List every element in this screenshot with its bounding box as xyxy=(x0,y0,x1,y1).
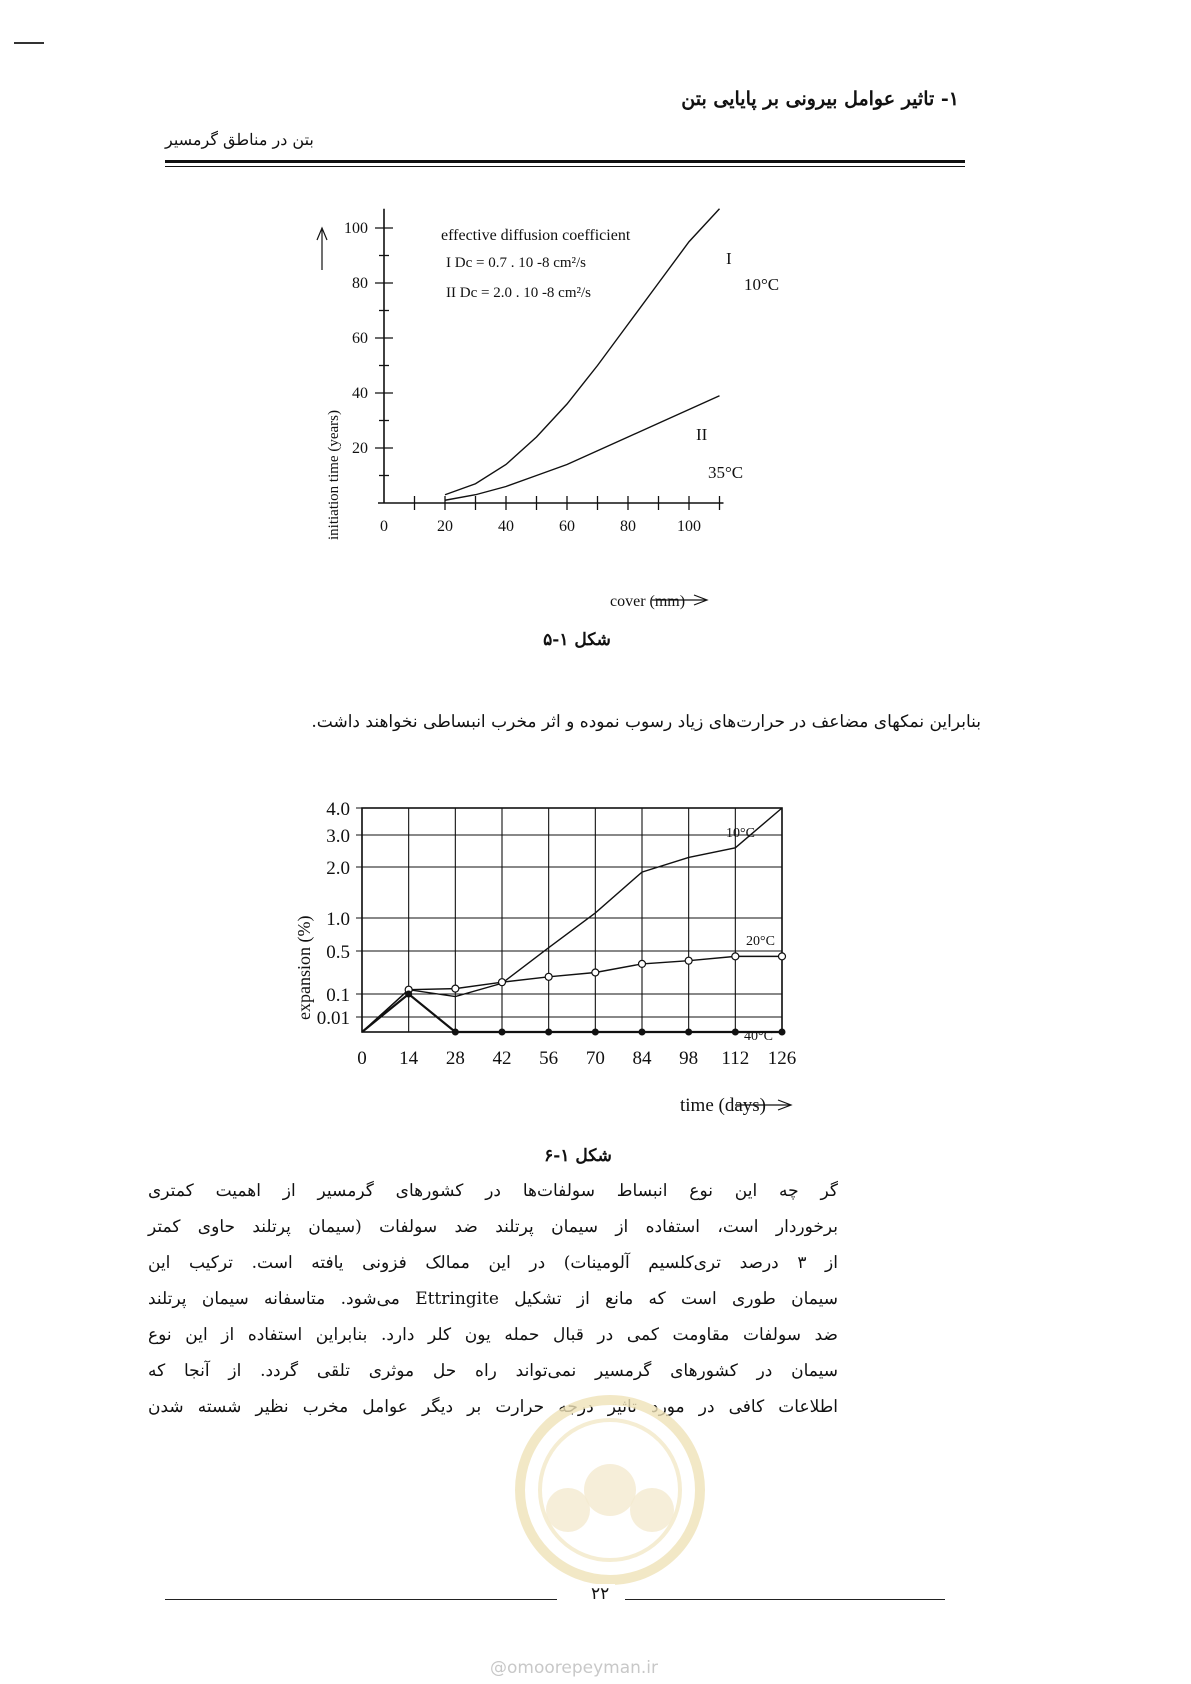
fig1-series-II-label: 35°C xyxy=(708,463,744,482)
book-title: بتن در مناطق گرمسیر xyxy=(165,130,314,149)
fig1-y-label: initiation time (years) xyxy=(326,410,342,540)
fig2-x-label: time (days) xyxy=(680,1095,767,1116)
paragraph-line: اطلاعات کافی در مورد تاثیر درجه حرارت بر دیگر عوامل مخرب نظیر شسته شدن xyxy=(148,1397,838,1417)
footer-rule-left xyxy=(165,1599,557,1600)
fig2-series-20-label: 20°C xyxy=(746,934,775,949)
paragraph-line: سیمان طوری است که مانع از تشکیل Ettringite می‌شود. متاسفانه سیمان پرتلند xyxy=(148,1289,838,1309)
fig2-frame xyxy=(362,808,782,1032)
fig2-x-tick-label: 70 xyxy=(585,1048,605,1069)
fig2-point xyxy=(732,1029,739,1036)
fig1-x-tick-label: 20 xyxy=(437,518,453,535)
fig2-point xyxy=(545,973,552,980)
paragraph-line: ضد سولفات مقاومت کمی در قبال حمله یون کلر دارد. بنابراین استفاده از این نوع xyxy=(148,1325,838,1345)
paragraph-line: سیمان در کشورهای گرمسیر نمی‌تواند راه حل موثری تلقی گردد. از آنجا که xyxy=(148,1361,838,1381)
fig1-y-tick-label: 40 xyxy=(352,385,368,402)
fig2-x-tick-label: 0 xyxy=(357,1048,367,1069)
fig2-point xyxy=(592,969,599,976)
corner-mark xyxy=(14,42,44,44)
fig2-point xyxy=(405,991,412,998)
fig2-y-tick-label: 1.0 xyxy=(326,909,350,930)
fig2-series-line xyxy=(362,994,782,1032)
fig1-legend-line2: II Dc = 2.0 . 10 -8 cm²/s xyxy=(446,285,592,301)
intro-sentence: بنابراین نمکهای مضاعف در حرارت‌های زیاد رسوب نموده و اثر مخرب انبساطی نخواهند داشت. xyxy=(311,712,981,732)
paragraph-line: برخوردار است، استفاده از سیمان پرتلند ضد سولفات (سیمان پرتلند حاوی کمتر xyxy=(148,1217,838,1237)
header-rule-thin xyxy=(165,166,965,167)
fig2-point xyxy=(592,1029,599,1036)
fig2-y-tick-label: 0.1 xyxy=(326,985,350,1006)
fig2-x-tick-label: 98 xyxy=(679,1048,699,1069)
fig2-point xyxy=(452,1029,459,1036)
fig2-y-tick-label: 0.5 xyxy=(326,942,350,963)
watermark-site: @omoorepeyman.ir xyxy=(490,1658,659,1678)
fig2-point xyxy=(779,1029,786,1036)
fig1-x-tick-label: 60 xyxy=(559,518,575,535)
fig2-point xyxy=(499,1029,506,1036)
page-number: ۲۲ xyxy=(585,1584,615,1604)
fig1-x-tick-label: 80 xyxy=(620,518,636,535)
fig2-series-10-label: 10°C xyxy=(726,826,755,841)
fig2-x-tick-label: 112 xyxy=(721,1048,750,1069)
fig2-x-tick-label: 84 xyxy=(632,1048,652,1069)
fig1-series-II-name: II xyxy=(696,425,708,444)
fig2-x-tick-label: 42 xyxy=(492,1048,512,1069)
figure-2-chart xyxy=(290,795,870,1145)
figure-1-chart xyxy=(300,200,820,620)
fig2-y-tick-label: 2.0 xyxy=(326,858,350,879)
fig1-series-I-name: I xyxy=(726,249,732,268)
fig2-x-tick-label: 14 xyxy=(399,1048,419,1069)
fig1-series-line-II xyxy=(445,396,720,501)
footer-rule-right xyxy=(625,1599,945,1600)
fig2-point xyxy=(499,979,506,986)
seal-watermark xyxy=(480,1390,740,1590)
fig2-point xyxy=(732,953,739,960)
fig1-x-tick-label: 0 xyxy=(380,518,388,535)
fig2-y-tick-label: 0.01 xyxy=(316,1008,350,1029)
fig2-y-label: expansion (%) xyxy=(294,915,314,1020)
fig1-x-tick-label: 40 xyxy=(498,518,514,535)
fig2-y-tick-label: 3.0 xyxy=(326,826,350,847)
fig2-x-tick-label: 56 xyxy=(539,1048,559,1069)
header-rule xyxy=(165,160,965,163)
fig2-point xyxy=(452,985,459,992)
fig1-y-tick-label: 100 xyxy=(344,220,368,237)
fig2-point xyxy=(779,953,786,960)
fig1-series-I-label: 10°C xyxy=(744,275,780,294)
fig1-y-tick-label: 20 xyxy=(352,440,368,457)
fig2-y-tick-label: 4.0 xyxy=(326,799,350,820)
paragraph-line: گر چه این نوع انبساط سولفات‌ها در کشورهای گرمسیر از اهمیت کمتری xyxy=(148,1181,838,1201)
figure-1-caption: شکل ۱-۵ xyxy=(543,630,611,650)
fig1-x-tick-label: 100 xyxy=(677,518,701,535)
figure-1-lines xyxy=(445,209,720,501)
fig2-point xyxy=(639,1029,646,1036)
fig1-legend-line1: I Dc = 0.7 . 10 -8 cm²/s xyxy=(446,255,587,271)
fig1-x-label: cover (mm) xyxy=(610,593,686,610)
fig2-point xyxy=(545,1029,552,1036)
fig2-x-tick-label: 126 xyxy=(767,1048,797,1069)
fig2-x-tick-label: 28 xyxy=(445,1048,465,1069)
fig1-y-tick-label: 80 xyxy=(352,275,368,292)
figure-2-lines xyxy=(362,808,786,1036)
fig1-series-line-I xyxy=(445,209,720,495)
fig2-series-40-label: 40°C xyxy=(744,1029,773,1044)
fig1-y-tick-label: 60 xyxy=(352,330,368,347)
fig2-point xyxy=(685,957,692,964)
figure-2-caption: شکل ۱-۶ xyxy=(544,1146,612,1166)
fig2-series-line xyxy=(362,808,782,1032)
fig1-legend-heading: effective diffusion coefficient xyxy=(441,227,631,244)
fig2-point xyxy=(639,960,646,967)
paragraph-line: از ۳ درصد تری‌کلسیم آلومینات) در این ممالک فزونی یافته است. ترکیب این xyxy=(148,1253,838,1273)
fig2-point xyxy=(685,1029,692,1036)
chapter-title: ۱- تاثیر عوامل بیرونی بر پایایی بتن xyxy=(681,88,959,110)
